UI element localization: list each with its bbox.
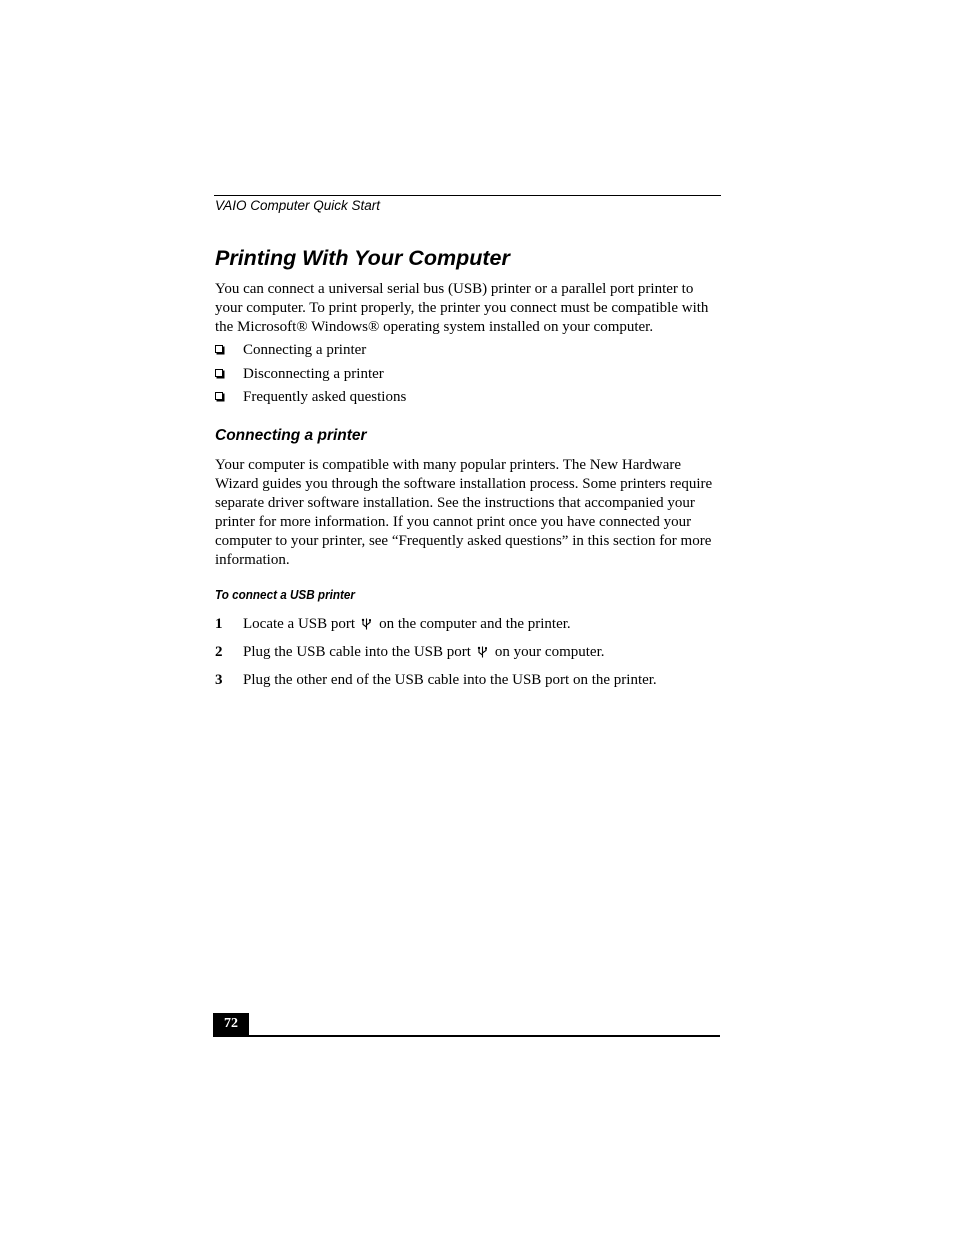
list-item [215,643,657,671]
checkbox-bullet-icon [215,392,223,400]
intro-paragraph: You can connect a universal serial bus (USB) printer or a parallel port printer to your computer. To print properly, the printer you connect must be compatible with the Microsoft® Windows® operating system installed on your computer. [215,281,709,335]
topic-label: Connecting a printer [243,342,367,358]
topic-list [215,341,406,412]
header-rule [214,195,721,196]
list-item [215,671,657,699]
step-text: Plug the USB cable into the USB port [243,644,471,660]
checkbox-bullet-icon [215,369,223,377]
list-item [215,388,406,412]
topic-label: Disconnecting a printer [243,365,384,382]
step-number: 1 [215,616,223,632]
running-head: VAIO Computer Quick Start [215,198,381,213]
step-number: 2 [215,644,223,660]
usb-icon [361,618,372,630]
list-item [215,341,406,365]
usb-icon [477,646,488,658]
page-number: 72 [213,1013,249,1036]
procedure-heading: To connect a USB printer [215,587,355,602]
procedure-steps [215,615,657,699]
step-text: Plug the other end of the USB cable into the USB port on the printer. [243,672,657,688]
checkbox-bullet-icon [215,345,223,353]
topic-label: Frequently asked questions [243,389,407,405]
footer-rule [213,1035,720,1037]
list-item [215,365,406,389]
step-number: 3 [215,672,223,688]
section-heading: Connecting a printer [215,427,367,444]
section-paragraph: Your computer is compatible with many popular printers. The New Hardware Wizard guides you through the software installation process. Some printers require separate driver software installation. See the instructions that accompanied your printer for more information. If you cannot print once you have connected your computer to your printer, see “Frequently asked questions” in this section for more information. [215,457,713,568]
step-text: Locate a USB port [243,616,356,632]
step-text: on the computer and the printer. [379,616,571,632]
list-item [215,615,657,643]
step-text: on your computer. [494,644,605,660]
page-title: Printing With Your Computer [215,246,510,270]
